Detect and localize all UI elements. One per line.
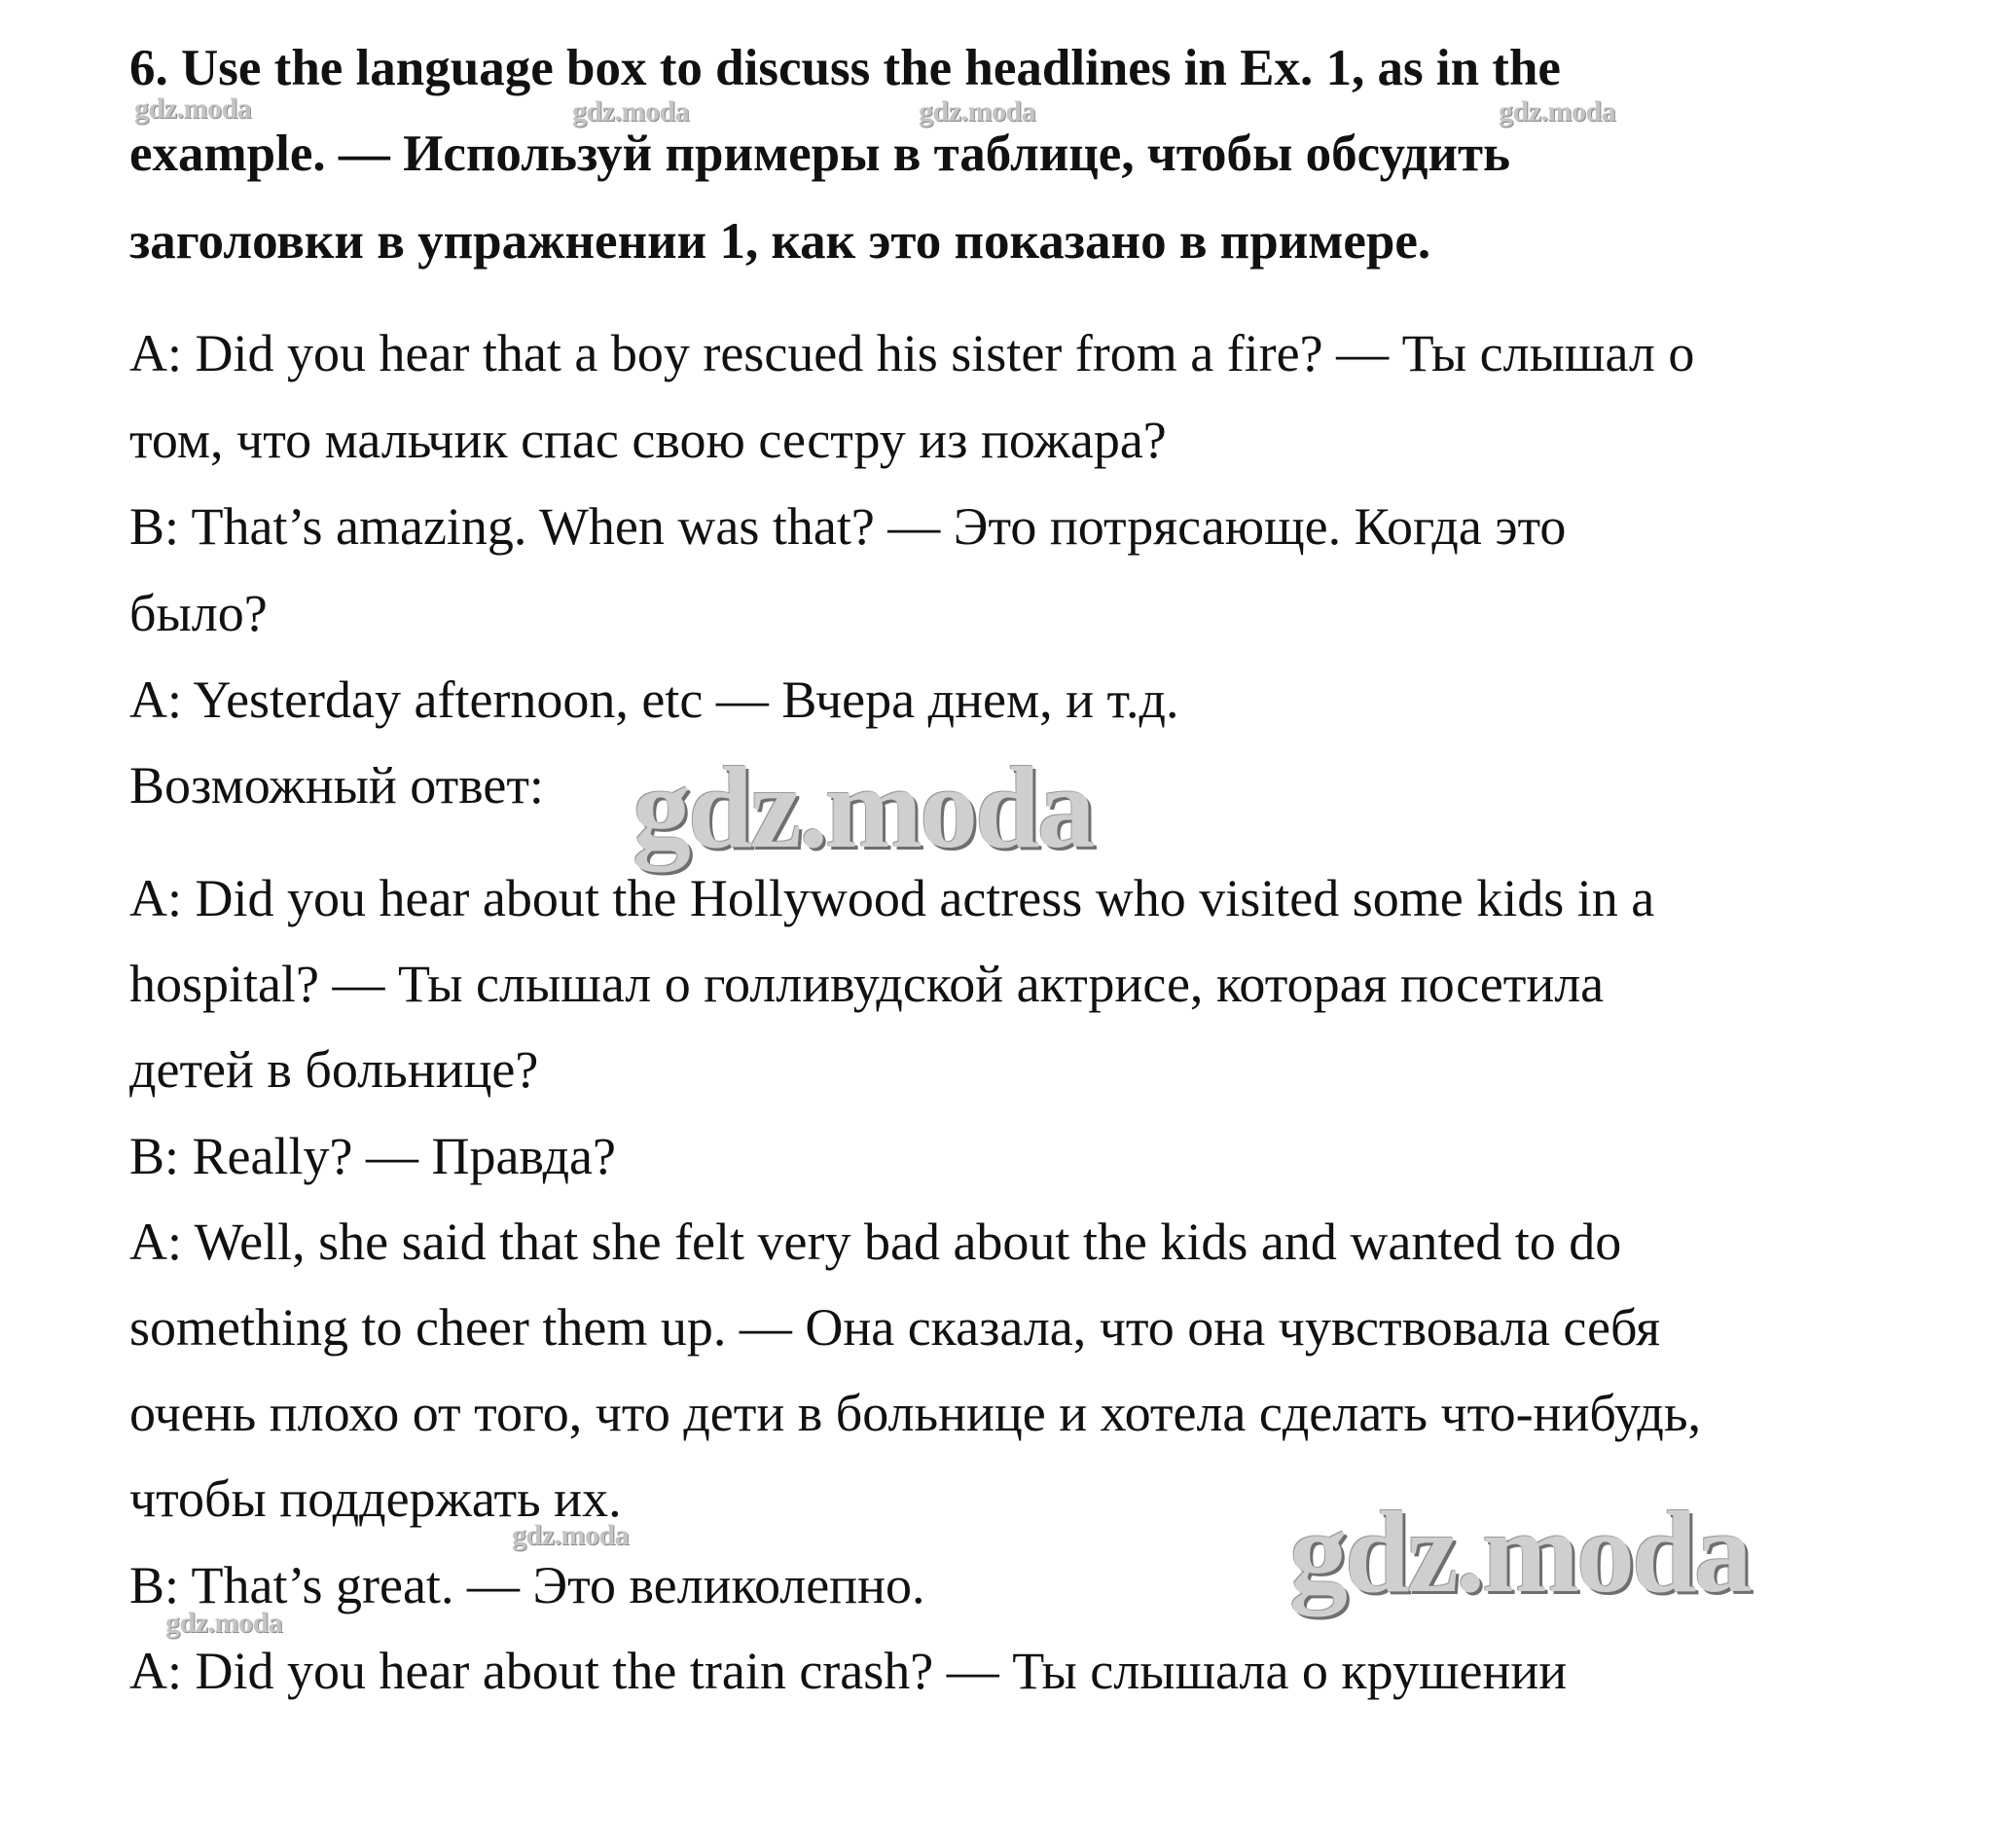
watermark-small: gdz.moda — [1499, 95, 1616, 127]
dialogue-line: детей в больнице? — [129, 1040, 539, 1099]
dialogue-line: hospital? — Ты слышал о голливудской актрисе, которая посетила — [129, 955, 1605, 1013]
dialogue-line: A: Did you hear about the train crash? — Ты слышала о крушении — [129, 1642, 1568, 1700]
exercise-heading-line-3: заголовки в упражнении 1, как это показано в примере. — [129, 213, 1431, 270]
exercise-heading-line-1: 6. Use the language box to discuss the headlines in Ex. 1, as in the — [129, 40, 1561, 96]
dialogue-line: B: That’s amazing. When was that? — Это потрясающе. Когда это — [129, 497, 1567, 556]
watermark-small: gdz.moda — [165, 1607, 283, 1639]
dialogue-line: чтобы поддержать их. — [129, 1469, 622, 1528]
answer-label: Возможный ответ: — [129, 756, 544, 815]
dialogue-line: A: Did you hear about the Hollywood actress who visited some kids in a — [129, 869, 1655, 927]
watermark-small: gdz.moda — [572, 95, 690, 127]
dialogue-line: A: Did you hear that a boy rescued his sister from a fire? — Ты слышал о — [129, 324, 1695, 382]
watermark-large: gdz.moda — [1289, 1487, 1750, 1616]
dialogue-line: B: That’s great. — Это великолепно. — [129, 1556, 925, 1614]
watermark-large: gdz.moda — [633, 743, 1093, 872]
dialogue-line: очень плохо от того, что дети в больнице и хотела сделать что-нибудь, — [129, 1384, 1701, 1442]
dialogue-line: A: Yesterday afternoon, etc — Вчера днем, и т.д. — [129, 670, 1179, 729]
dialogue-line: something to cheer them up. — Она сказала, что она чувствовала себя — [129, 1298, 1660, 1357]
dialogue-line: A: Well, she said that she felt very bad about the kids and wanted to do — [129, 1213, 1622, 1271]
dialogue-line: B: Really? — Правда? — [129, 1127, 616, 1185]
dialogue-line: было? — [129, 584, 268, 642]
dialogue-line: том, что мальчик спас свою сестру из пожара? — [129, 411, 1167, 469]
watermark-small: gdz.moda — [512, 1519, 630, 1551]
watermark-small: gdz.moda — [134, 92, 252, 125]
watermark-small: gdz.moda — [919, 95, 1036, 127]
exercise-heading-line-2: example. — Используй примеры в таблице, чтобы обсудить — [129, 126, 1511, 182]
